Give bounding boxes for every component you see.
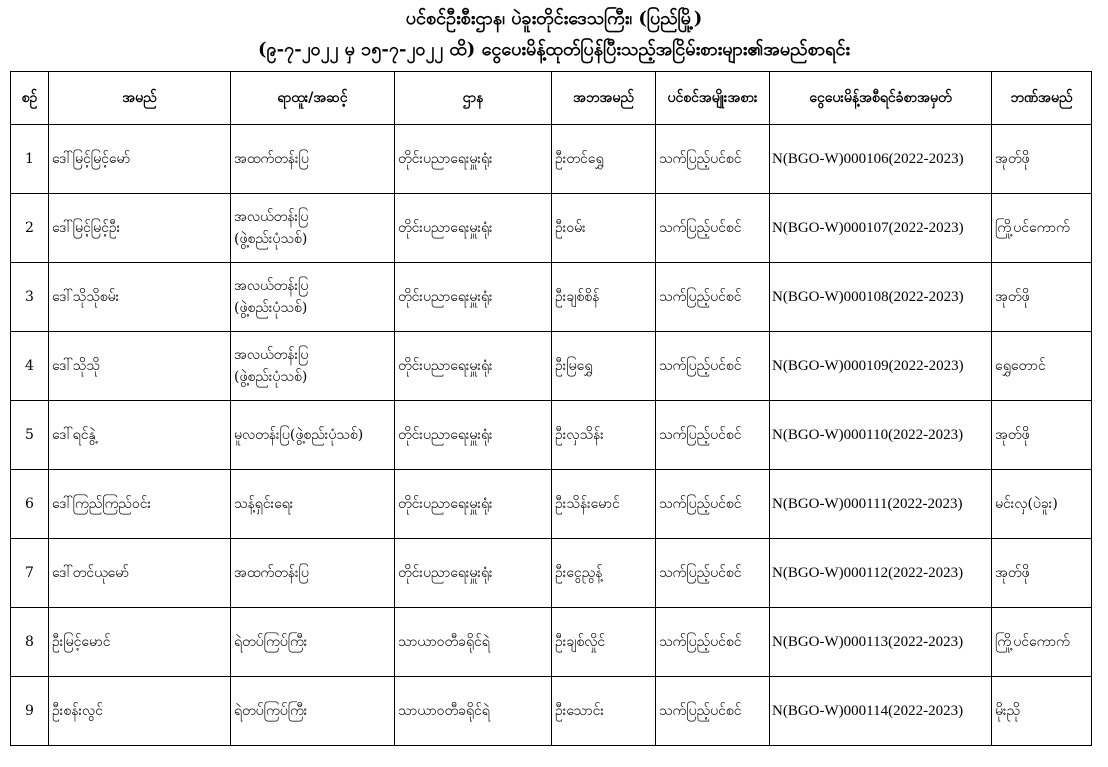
bank-name: ရွှေတောင်	[992, 332, 1092, 401]
pensioner-name: ဒေါ်သိုသို	[49, 332, 231, 401]
col-header-father-name: အဘအမည်	[552, 72, 656, 125]
rank-position-line: အလယ်တန်းပြ	[234, 209, 309, 225]
rank-position-line: (ဖွဲ့စည်းပုံသစ်)	[234, 300, 308, 316]
order-number: N(BGO-W)000108(2022-2023)	[770, 263, 992, 332]
row-number: 1	[11, 125, 49, 194]
row-number: 4	[11, 332, 49, 401]
bank-name: ကြို့ပင်ကောက်	[992, 194, 1092, 263]
department: တိုင်းပညာရေးမှူးရုံး	[395, 539, 552, 608]
department: တိုင်းပညာရေးမှူးရုံး	[395, 401, 552, 470]
rank-position	[231, 194, 395, 263]
rank-position: ရဲတပ်ကြပ်ကြီး	[231, 608, 395, 677]
table-row	[11, 470, 1092, 539]
table-row	[11, 401, 1092, 470]
order-number: N(BGO-W)000114(2022-2023)	[770, 677, 992, 746]
bank-name: အုတ်ဖို	[992, 539, 1092, 608]
bank-name: ကြို့ပင်ကောက်	[992, 608, 1092, 677]
rank-position-line: အလယ်တန်းပြ	[234, 347, 309, 363]
father-name: ဦးချစ်လှိုင်	[552, 608, 656, 677]
table-row	[11, 194, 1092, 263]
col-header-pension-type: ပင်စင်အမျိုးအစား	[656, 72, 770, 125]
row-number: 9	[11, 677, 49, 746]
rank-position: အထက်တန်းပြ	[231, 125, 395, 194]
document-title: ပင်စင်ဦးစီးဌာန၊ ပဲခူးတိုင်းဒေသကြီး၊ (ပြည်မြို့)	[405, 8, 703, 29]
pensioner-name: ဒေါ်တင်ယုမော်	[49, 539, 231, 608]
father-name: ဦးတင်ရွှေ	[552, 125, 656, 194]
col-header-name: အမည်	[49, 72, 231, 125]
pension-type: သက်ပြည့်ပင်စင်	[656, 401, 770, 470]
pension-list-table	[10, 71, 1092, 746]
department: သာယာဝတီခရိုင်ရဲ	[395, 677, 552, 746]
rank-position: အထက်တန်းပြ	[231, 539, 395, 608]
table-row	[11, 125, 1092, 194]
header-row	[11, 72, 1092, 125]
bank-name: မင်းလှ(ပဲခူး)	[992, 470, 1092, 539]
father-name: ဦးသောင်း	[552, 677, 656, 746]
rank-position: မူလတန်းပြ(ဖွဲ့စည်းပုံသစ်)	[231, 401, 395, 470]
col-header-bank: ဘဏ်အမည်	[992, 72, 1092, 125]
order-number: N(BGO-W)000113(2022-2023)	[770, 608, 992, 677]
order-number: N(BGO-W)000110(2022-2023)	[770, 401, 992, 470]
col-header-rank: ရာထူး/အဆင့်	[231, 72, 395, 125]
table-row	[11, 539, 1092, 608]
rank-position-line: (ဖွဲ့စည်းပုံသစ်)	[234, 231, 308, 247]
table-row	[11, 332, 1092, 401]
rank-position-line: အလယ်တန်းပြ	[234, 278, 309, 294]
pensioner-name: ဒေါ်မြင့်မြင့်မော်	[49, 125, 231, 194]
father-name: ဦးလှသိန်း	[552, 401, 656, 470]
father-name: ဦးသိန်းမောင်	[552, 470, 656, 539]
pensioner-name: ဦးစန်းလွင်	[49, 677, 231, 746]
department: တိုင်းပညာရေးမှူးရုံး	[395, 194, 552, 263]
row-number: 2	[11, 194, 49, 263]
pensioner-name: ဒေါ်ကြည်ကြည်ဝင်း	[49, 470, 231, 539]
pension-type: သက်ပြည့်ပင်စင်	[656, 608, 770, 677]
father-name: ဦးငွေညွန့်	[552, 539, 656, 608]
table-row	[11, 263, 1092, 332]
order-number: N(BGO-W)000109(2022-2023)	[770, 332, 992, 401]
rank-position: ရဲတပ်ကြပ်ကြီး	[231, 677, 395, 746]
father-name: ဦးမြရွှေ	[552, 332, 656, 401]
row-number: 6	[11, 470, 49, 539]
bank-name: အုတ်ဖို	[992, 125, 1092, 194]
pension-type: သက်ပြည့်ပင်စင်	[656, 332, 770, 401]
pension-type: သက်ပြည့်ပင်စင်	[656, 125, 770, 194]
rank-position-line: (ဖွဲ့စည်းပုံသစ်)	[234, 369, 308, 385]
order-number: N(BGO-W)000107(2022-2023)	[770, 194, 992, 263]
father-name: ဦးချစ်စိန်	[552, 263, 656, 332]
rank-position	[231, 332, 395, 401]
order-number: N(BGO-W)000112(2022-2023)	[770, 539, 992, 608]
row-number: 5	[11, 401, 49, 470]
pensioner-name: ဦးမြင့်မောင်	[49, 608, 231, 677]
pension-type: သက်ပြည့်ပင်စင်	[656, 263, 770, 332]
col-header-order-number: ငွေပေးမိန့်အစီရင်ခံစာအမှတ်	[770, 72, 992, 125]
rank-position	[231, 263, 395, 332]
pension-type: သက်ပြည့်ပင်စင်	[656, 470, 770, 539]
pension-type: သက်ပြည့်ပင်စင်	[656, 539, 770, 608]
row-number: 8	[11, 608, 49, 677]
pension-type: သက်ပြည့်ပင်စင်	[656, 194, 770, 263]
col-header-department: ဌာန	[395, 72, 552, 125]
table-row	[11, 677, 1092, 746]
row-number: 3	[11, 263, 49, 332]
pension-type: သက်ပြည့်ပင်စင်	[656, 677, 770, 746]
pensioner-name: ဒေါ်သိုသိုစမ်း	[49, 263, 231, 332]
pensioner-name: ဒေါ်မြင့်မြင့်ဦး	[49, 194, 231, 263]
department: တိုင်းပညာရေးမှူးရုံး	[395, 470, 552, 539]
department: တိုင်းပညာရေးမှူးရုံး	[395, 263, 552, 332]
bank-name: အုတ်ဖို	[992, 263, 1092, 332]
document-subtitle: (၉-၇-၂၀၂၂ မှ ၁၅-၇-၂၀၂၂ ထိ) ငွေပေးမိန့်ထုတ်ပြန်ပြီးသည့်အငြိမ်းစားများ၏အမည်စာရင်း	[258, 39, 850, 60]
table-row	[11, 608, 1092, 677]
department: သာယာဝတီခရိုင်ရဲ	[395, 608, 552, 677]
col-header-no: စဉ်	[11, 72, 49, 125]
department: တိုင်းပညာရေးမှူးရုံး	[395, 125, 552, 194]
row-number: 7	[11, 539, 49, 608]
father-name: ဦးဝမ်း	[552, 194, 656, 263]
order-number: N(BGO-W)000106(2022-2023)	[770, 125, 992, 194]
order-number: N(BGO-W)000111(2022-2023)	[770, 470, 992, 539]
pensioner-name: ဒေါ်ရင်နွဲ့	[49, 401, 231, 470]
bank-name: မိုးညို	[992, 677, 1092, 746]
department: တိုင်းပညာရေးမှူးရုံး	[395, 332, 552, 401]
bank-name: အုတ်ဖို	[992, 401, 1092, 470]
rank-position: သန့်ရှင်းရေး	[231, 470, 395, 539]
